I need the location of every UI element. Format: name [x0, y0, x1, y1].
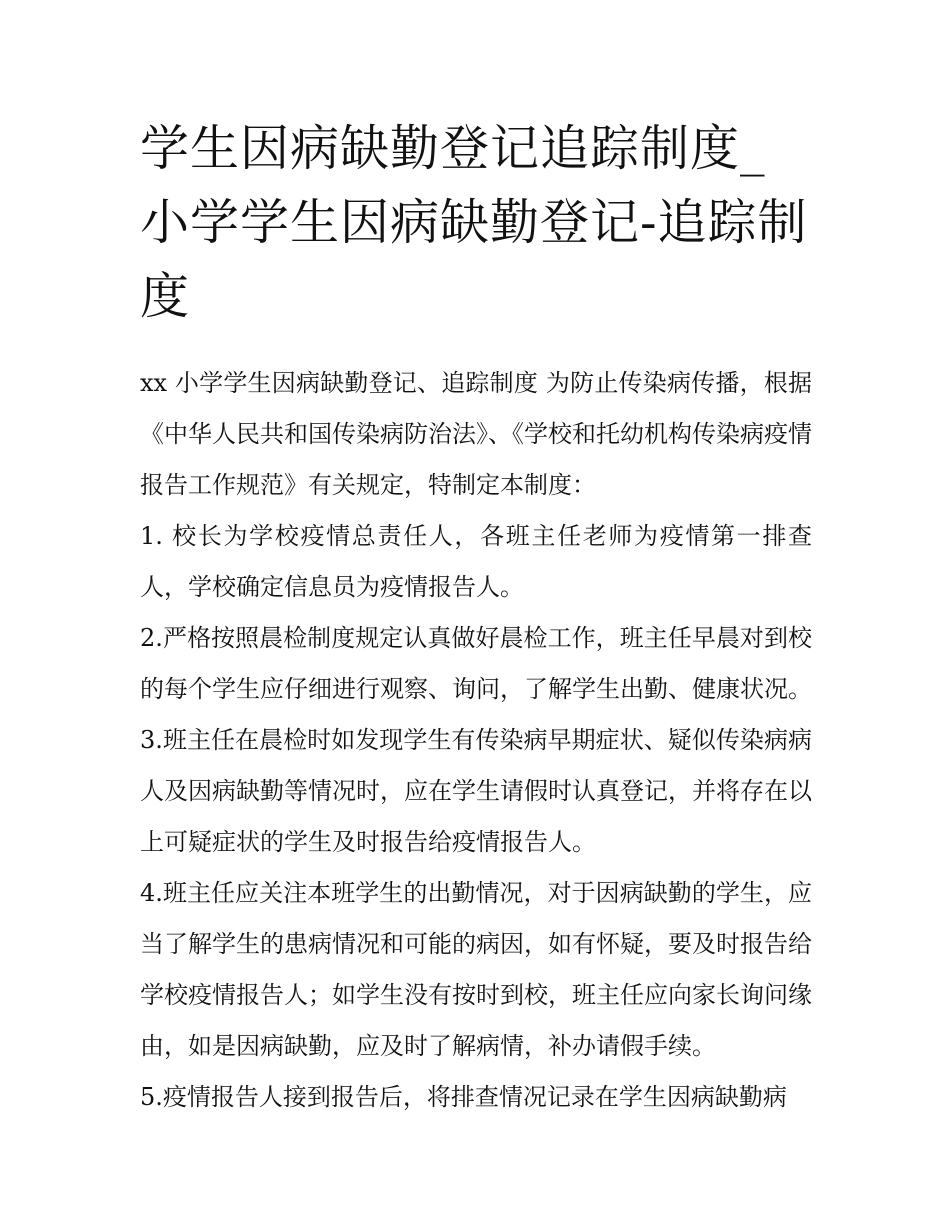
paragraph-item-1: 1. 校长为学校疫情总责任人，各班主任老师为疫情第一排查人，学校确定信息员为疫情报告人。 [140, 522, 812, 601]
paragraph-intro: xx 小学学生因病缺勤登记、追踪制度 为防止传染病传播，根据《中华人民共和国传染病防治法》、《学校和托幼机构传染病疫情报告工作规范》有关规定，特制定本制度： [140, 369, 812, 499]
paragraph-item-5: 5.疫情报告人接到报告后，将排查情况记录在学生因病缺勤病 [140, 1083, 787, 1111]
document-content [140, 112, 812, 1123]
document-body [140, 358, 812, 1123]
paragraph-item-3: 3.班主任在晨检时如发现学生有传染病早期症状、疑似传染病病人及因病缺勤等情况时，应在学生请假时认真登记，并将存在以上可疑症状的学生及时报告给疫情报告人。 [140, 726, 812, 856]
document-title: 学生因病缺勤登记追踪制度_小学学生因病缺勤登记-追踪制度 [140, 120, 808, 325]
paragraph-item-2: 2.严格按照晨检制度规定认真做好晨检工作，班主任早晨对到校的每个学生应仔细进行观察、询问，了解学生出勤、健康状况。 [140, 624, 812, 703]
paragraph-item-4: 4.班主任应关注本班学生的出勤情况，对于因病缺勤的学生，应当了解学生的患病情况和可能的病因，如有怀疑，要及时报告给学校疫情报告人；如学生没有按时到校，班主任应向家长询问缘由，如是因病缺勤，应及时了解病情，补办请假手续。 [140, 879, 812, 1060]
